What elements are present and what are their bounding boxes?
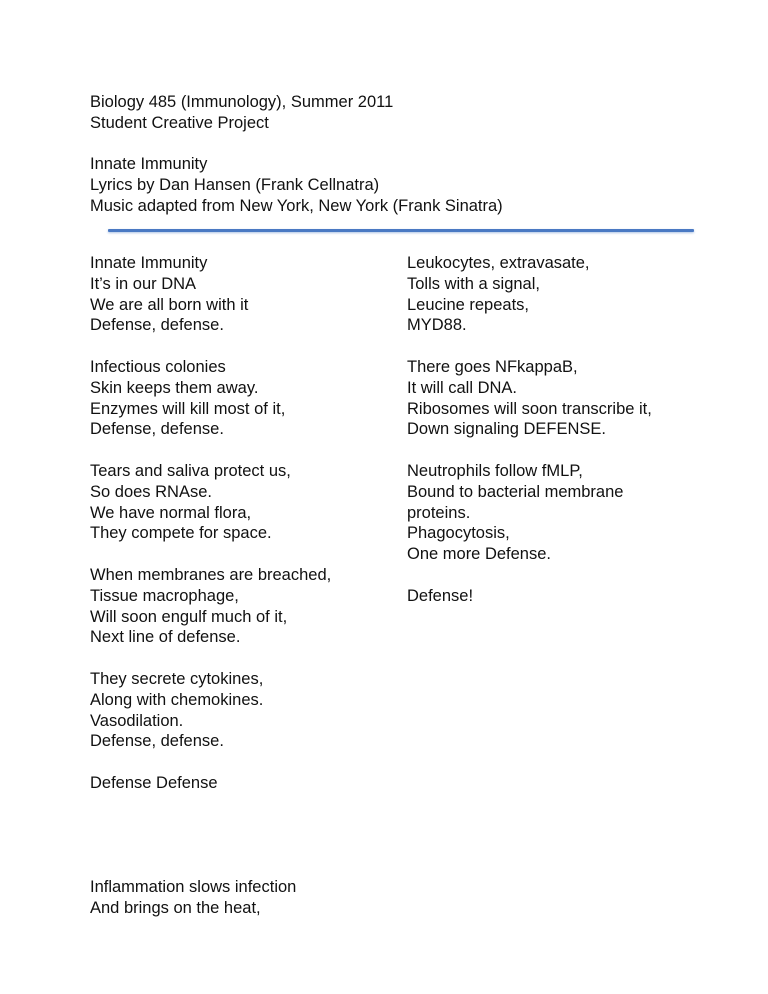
stanza	[90, 357, 390, 440]
lyric-line: Tears and saliva protect us,	[90, 461, 291, 480]
lyric-line: Inflammation slows infection	[90, 877, 297, 896]
lyric-line: Next line of defense.	[90, 628, 241, 647]
lyric-line: Innate Immunity	[90, 254, 208, 272]
stanza	[407, 253, 697, 336]
stanza	[407, 586, 697, 607]
lyric-line: Vasodilation.	[90, 711, 184, 730]
lyrics-left-column	[90, 253, 390, 939]
lyric-line: Defense, defense.	[90, 420, 224, 439]
lyric-line: MYD88.	[407, 316, 467, 335]
stanza	[90, 253, 390, 336]
lyric-line: We have normal flora,	[90, 503, 252, 522]
lyric-line: Defense!	[407, 586, 474, 605]
lyric-line: Defense, defense.	[90, 732, 224, 751]
lyric-line: It will call DNA.	[407, 378, 518, 397]
stanza	[90, 461, 390, 544]
lyric-line: Enzymes will kill most of it,	[90, 399, 286, 418]
lyrics-right-column	[407, 253, 697, 627]
stanza	[90, 877, 390, 919]
lyric-line: Tissue macrophage,	[90, 586, 239, 605]
lyric-line: There goes NFkappaB,	[407, 357, 578, 376]
document-header	[90, 92, 710, 238]
song-title: Innate Immunity	[90, 155, 208, 174]
lyric-line: We are all born with it	[90, 295, 249, 314]
stanza	[90, 773, 390, 794]
lyric-line: Infectious colonies	[90, 357, 226, 376]
course-line: Biology 485 (Immunology), Summer 2011	[90, 93, 394, 111]
lyric-line: It’s in our DNA	[90, 274, 197, 293]
blank-space	[90, 815, 390, 877]
lyric-line: Will soon engulf much of it,	[90, 607, 288, 626]
lyric-line: Bound to bacterial membrane	[407, 482, 624, 501]
stanza	[407, 357, 697, 440]
lyric-line: Leucine repeats,	[407, 295, 530, 314]
lyric-line: They compete for space.	[90, 524, 272, 543]
lyric-line: Down signaling DEFENSE.	[407, 420, 606, 439]
lyric-line: Defense, defense.	[90, 316, 224, 335]
lyric-line: One more Defense.	[407, 545, 551, 564]
lyric-line: Neutrophils follow fMLP,	[407, 461, 583, 480]
lyric-line: Defense Defense	[90, 773, 218, 792]
horizontal-divider	[108, 229, 694, 232]
song-info	[90, 154, 710, 216]
lyrics-credit: Lyrics by Dan Hansen (Frank Cellnatra)	[90, 176, 380, 195]
lyric-line: Skin keeps them away.	[90, 378, 259, 397]
lyric-line: Ribosomes will soon transcribe it,	[407, 399, 652, 418]
stanza	[90, 669, 390, 752]
stanza	[90, 565, 390, 648]
lyric-line: And brings on the heat,	[90, 898, 261, 917]
lyric-line: They secrete cytokines,	[90, 669, 264, 688]
lyric-line: proteins.	[407, 503, 471, 522]
project-line: Student Creative Project	[90, 113, 269, 132]
stanza	[407, 461, 697, 565]
lyric-line: When membranes are breached,	[90, 565, 332, 584]
lyric-line: Along with chemokines.	[90, 690, 264, 709]
lyric-line: Tolls with a signal,	[407, 274, 540, 293]
lyric-line: Leukocytes, extravasate,	[407, 254, 590, 272]
music-credit: Music adapted from New York, New York (Frank Sinatra)	[90, 196, 503, 215]
lyric-line: So does RNAse.	[90, 482, 212, 501]
lyric-line: Phagocytosis,	[407, 524, 510, 543]
course-info	[90, 92, 710, 134]
